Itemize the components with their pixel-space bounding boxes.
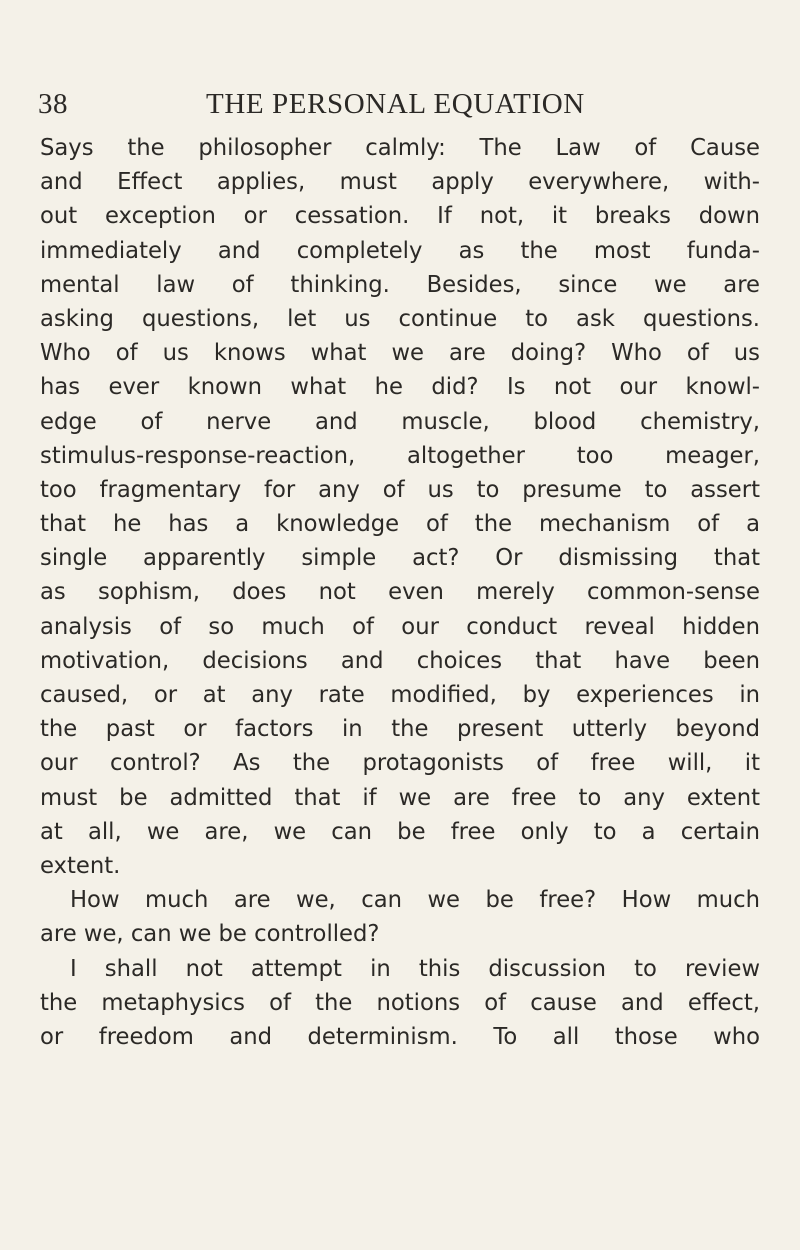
text-line: out exception or cessation. If not, it breaks down [40,203,760,230]
text-line: extent. [40,852,121,879]
text-line: stimulus-response-reaction, altogether too meager, [40,442,760,469]
text-line: the metaphysics of the notions of cause and effect, [40,989,760,1016]
text-line: edge of nerve and muscle, blood chemistry, [40,408,760,435]
text-line: and Effect applies, must apply everywhere, with- [40,169,760,196]
running-title: THE PERSONAL EQUATION [206,88,585,120]
body-text [40,131,760,1054]
text-line: caused, or at any rate modified, by experiences in [40,682,760,708]
text-line: asking questions, let us continue to ask questions. [40,305,760,332]
page-header [38,88,742,124]
text-line: Who of us knows what we are doing? Who of us [40,340,760,367]
text-line: at all, we are, we can be free only to a certain [40,818,760,845]
text-line: Says the philosopher calmly: The Law of Cause [40,135,760,161]
text-line: or freedom and determinism. To all those who [40,1023,760,1050]
text-line: motivation, decisions and choices that have been [40,647,760,674]
text-line: How much are we, can we be free? How much [70,887,760,914]
text-line: that he has a knowledge of the mechanism of a [40,511,760,538]
text-line: our control? As the protagonists of free will, it [40,750,760,777]
text-line: mental law of thinking. Besides, since we are [40,271,760,298]
text-line: must be admitted that if we are free to any extent [40,784,760,811]
text-line: has ever known what he did? Is not our knowl- [40,374,760,401]
text-line: analysis of so much of our conduct reveal hidden [40,613,760,640]
text-line: I shall not attempt in this discussion to review [70,955,760,982]
text-line: are we, can we be controlled? [40,921,380,948]
text-line: the past or factors in the present utterly beyond [40,716,760,743]
text-line: too fragmentary for any of us to presume to assert [40,476,760,503]
text-line: single apparently simple act? Or dismissing that [40,545,760,572]
text-line: immediately and completely as the most funda- [40,237,760,264]
text-line: as sophism, does not even merely common-sense [40,579,760,606]
page-number: 38 [38,88,68,120]
